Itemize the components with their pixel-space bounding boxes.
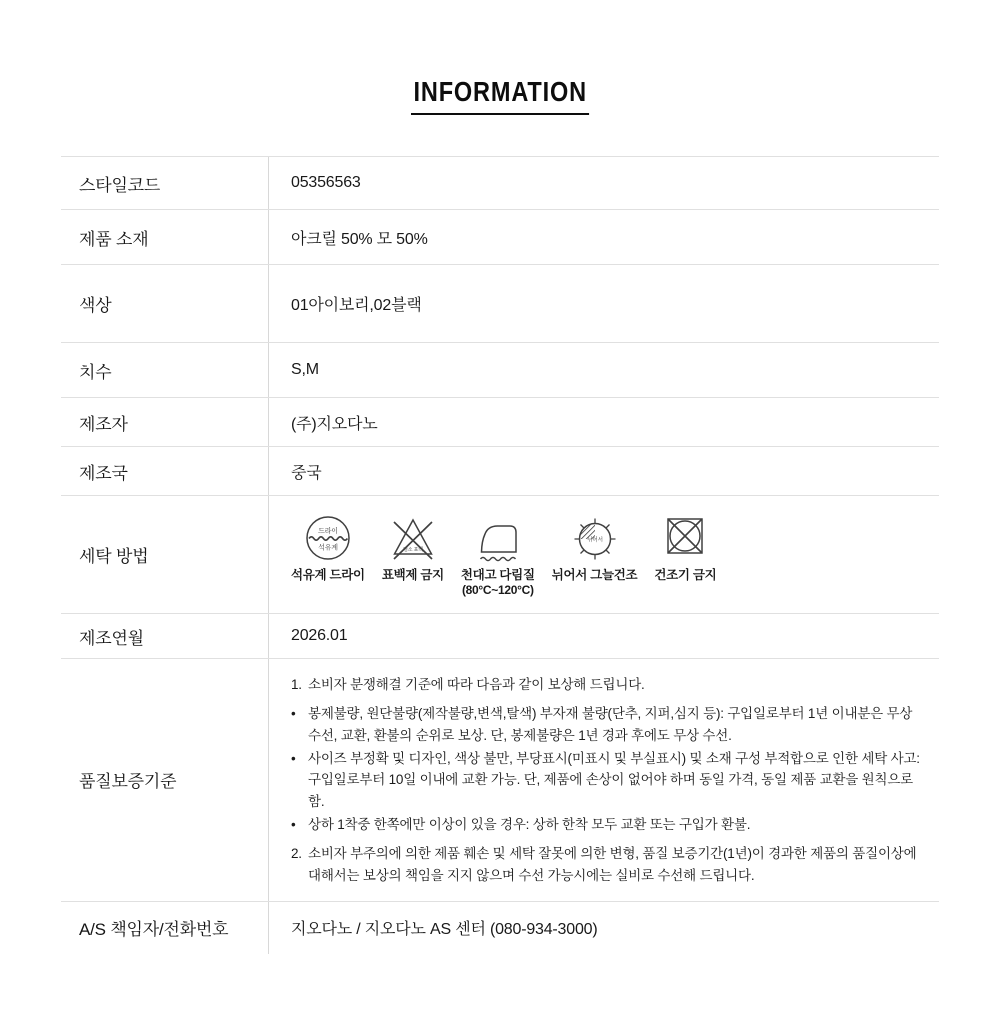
table-row-country <box>61 446 939 495</box>
svg-text:석유계: 석유계 <box>318 544 338 552</box>
iron-with-cloth-icon <box>474 511 522 567</box>
row-value: 2026.01 <box>291 627 348 644</box>
quality-item-marker: • <box>291 750 296 766</box>
no-bleach-icon <box>389 511 437 567</box>
petroleum-dry-clean-icon <box>304 511 352 567</box>
care-item-iron <box>461 511 535 598</box>
table-row-care <box>61 495 939 613</box>
care-item-no-tumble-dry <box>654 511 716 583</box>
table-row-size <box>61 342 939 397</box>
care-item-no-bleach <box>382 511 444 583</box>
svg-text:드라이: 드라이 <box>318 528 338 536</box>
table-row-as-contact <box>61 901 939 954</box>
care-icon-list <box>291 511 716 598</box>
care-label: 뉘어서 그늘건조 <box>551 568 638 583</box>
quality-item-marker: 2. <box>291 846 302 862</box>
quality-item-marker: 1. <box>291 677 302 692</box>
quality-guarantee-content <box>269 659 939 901</box>
quality-item-text: 사이즈 부정확 및 디자인, 색상 불만, 부당표시(미표시 및 부실표시) 및 소재 구성 부적합으로 인한 세탁 사고: 구입일로부터 10일 이내에 교환 가능. 단, 제품에 손상이 없어야 하며 동일 가격, 동일 제품 교환을 원칙으로 함. <box>308 750 920 810</box>
care-label: 천대고 다림질 <box>460 568 535 583</box>
quality-item <box>291 674 923 696</box>
care-item-petroleum-dry <box>291 511 365 583</box>
quality-item-text: 소비자 부주의에 의한 제품 훼손 및 세탁 잘못에 의한 변형, 품질 보증기간(1년)이 경과한 제품의 품질이상에 대해서는 보상의 책임을 지지 않으며 수선 가능시에는 실비로 수선해 드립니다. <box>308 846 917 883</box>
row-label: 제조연월 <box>61 614 269 658</box>
quality-item-text: 봉제불량, 원단불량(제작불량,변색,탈색) 부자재 불량(단추, 지퍼,심지 등): 구입일로부터 1년 이내분은 무상수선, 교환, 환불의 순위로 보상. 단, 봉제불량은 1년 경과 후에도 무상 수선. <box>308 705 913 743</box>
table-row-style-code <box>61 156 939 209</box>
row-value: 지오다노 / 지오다노 AS 센터 (080-934-3000) <box>291 921 598 939</box>
svg-text:뉘어서: 뉘어서 <box>586 537 603 544</box>
care-label: 표백제 금지 <box>381 568 444 583</box>
row-label: 제조자 <box>61 398 269 446</box>
row-value: 중국 <box>291 464 322 482</box>
quality-text-block <box>291 659 923 901</box>
row-value: 01아이보리,02블랙 <box>291 297 422 314</box>
row-value: S,M <box>291 361 319 378</box>
row-label: A/S 책임자/전화번호 <box>61 902 269 954</box>
dry-flat-in-shade-icon <box>571 511 619 567</box>
quality-item <box>291 843 923 887</box>
row-label: 스타일코드 <box>61 157 269 209</box>
header <box>0 76 1000 115</box>
care-label: 건조기 금지 <box>654 568 717 583</box>
table-row-manufacture-date <box>61 613 939 658</box>
quality-item <box>291 748 923 814</box>
quality-item-text: 소비자 분쟁해결 기준에 따라 다음과 같이 보상해 드립니다. <box>308 677 645 692</box>
table-row-material <box>61 209 939 264</box>
table-row-color <box>61 264 939 342</box>
care-item-dry-flat-shade <box>552 511 638 583</box>
table-row-manufacturer <box>61 397 939 446</box>
svg-text:염소 표백: 염소 표백 <box>403 547 423 554</box>
care-sublabel: (80°C~120°C) <box>461 583 534 598</box>
page-title: INFORMATION <box>411 76 589 115</box>
row-label: 치수 <box>61 343 269 397</box>
row-label: 색상 <box>61 265 269 342</box>
row-value: 05356563 <box>291 174 361 191</box>
quality-item <box>291 703 923 747</box>
row-label: 품질보증기준 <box>61 659 269 901</box>
row-label: 세탁 방법 <box>61 496 269 613</box>
table-row-quality-guarantee <box>61 658 939 901</box>
quality-item <box>291 814 923 836</box>
row-label: 제품 소재 <box>61 210 269 264</box>
care-label: 석유계 드라이 <box>291 568 365 583</box>
row-label: 제조국 <box>61 447 269 495</box>
quality-item-text: 상하 1착중 한쪽에만 이상이 있을 경우: 상하 한착 모두 교환 또는 구입가 환불. <box>308 817 751 833</box>
product-info-table <box>61 156 939 954</box>
no-tumble-dry-icon <box>661 511 709 567</box>
quality-item-marker: • <box>291 817 296 833</box>
quality-item-marker: • <box>291 705 296 721</box>
row-value: 아크릴 50% 모 50% <box>291 230 428 248</box>
row-value: (주)지오다노 <box>291 415 378 433</box>
care-instructions <box>269 496 939 613</box>
